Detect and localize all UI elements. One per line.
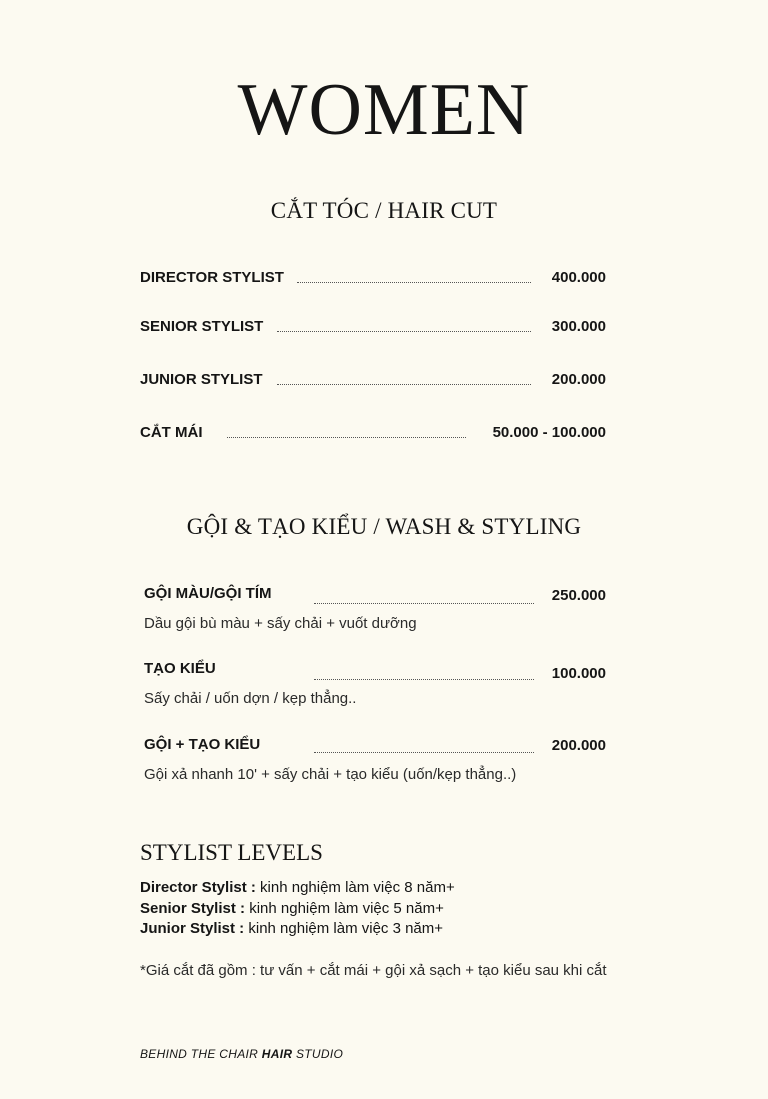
levels-heading: STYLIST LEVELS (140, 840, 323, 865)
level-senior (140, 900, 444, 917)
level-name: Director Stylist : (140, 879, 256, 896)
service-label: JUNIOR STYLIST (140, 371, 263, 388)
price-row-bangs (140, 424, 606, 446)
service-price: 300.000 (551, 318, 606, 335)
service-price: 400.000 (551, 269, 606, 286)
service-label: CẮT MÁI (140, 424, 203, 441)
service-price: 100.000 (551, 665, 606, 682)
level-text: kinh nghiệm làm việc 8 năm+ (255, 879, 455, 896)
haircut-heading: CẮT TÓC / HAIR CUT (270, 198, 498, 223)
wash-heading: GỘI & TẠO KIỂU / WASH & STYLING (186, 514, 582, 539)
dotted-leader (297, 282, 531, 283)
price-row-styling (144, 660, 606, 682)
service-label: GỘI MÀU/GỘI TÍM (144, 585, 272, 602)
service-label: DIRECTOR STYLIST (140, 269, 284, 286)
service-label: TẠO KIỂU (144, 660, 216, 677)
service-price: 200.000 (551, 371, 606, 388)
service-description: Dầu gội bù màu + sấy chải + vuốt dưỡng (144, 615, 417, 632)
price-row-junior (140, 371, 606, 393)
price-row-color-wash (144, 585, 606, 607)
level-text: kinh nghiệm làm việc 3 năm+ (244, 920, 444, 937)
level-name: Junior Stylist : (140, 920, 245, 937)
price-note: *Giá cắt đã gồm : tư vấn + cắt mái + gội xả sạch + tạo kiểu sau khi cắt (140, 962, 607, 979)
service-description: Gội xả nhanh 10' + sấy chải + tạo kiểu (uốn/kẹp thẳng..) (144, 766, 517, 783)
service-label: SENIOR STYLIST (140, 318, 264, 335)
dotted-leader (314, 752, 534, 753)
dotted-leader (314, 603, 534, 604)
footer-brand (140, 1047, 343, 1061)
level-junior (140, 920, 443, 937)
service-price: 50.000 - 100.000 (492, 424, 606, 441)
dotted-leader (227, 437, 466, 438)
price-row-wash-styling (144, 736, 606, 758)
service-label: GỘI + TẠO KIỂU (144, 736, 261, 753)
level-name: Senior Stylist : (140, 900, 246, 917)
page-title: WOMEN (237, 69, 531, 151)
price-row-director (140, 269, 606, 291)
dotted-leader (277, 331, 531, 332)
level-director (140, 879, 455, 896)
service-description: Sấy chải / uốn dợn / kẹp thẳng.. (144, 690, 357, 707)
level-text: kinh nghiệm làm việc 5 năm+ (245, 900, 444, 917)
dotted-leader (277, 384, 531, 385)
price-row-senior (140, 318, 606, 340)
footer-text-bold: HAIR (261, 1047, 293, 1061)
footer-text-1: BEHIND THE CHAIR (140, 1047, 262, 1061)
service-price: 250.000 (551, 587, 606, 604)
dotted-leader (314, 679, 534, 680)
footer-text-2: STUDIO (292, 1047, 344, 1061)
service-price: 200.000 (551, 737, 606, 754)
